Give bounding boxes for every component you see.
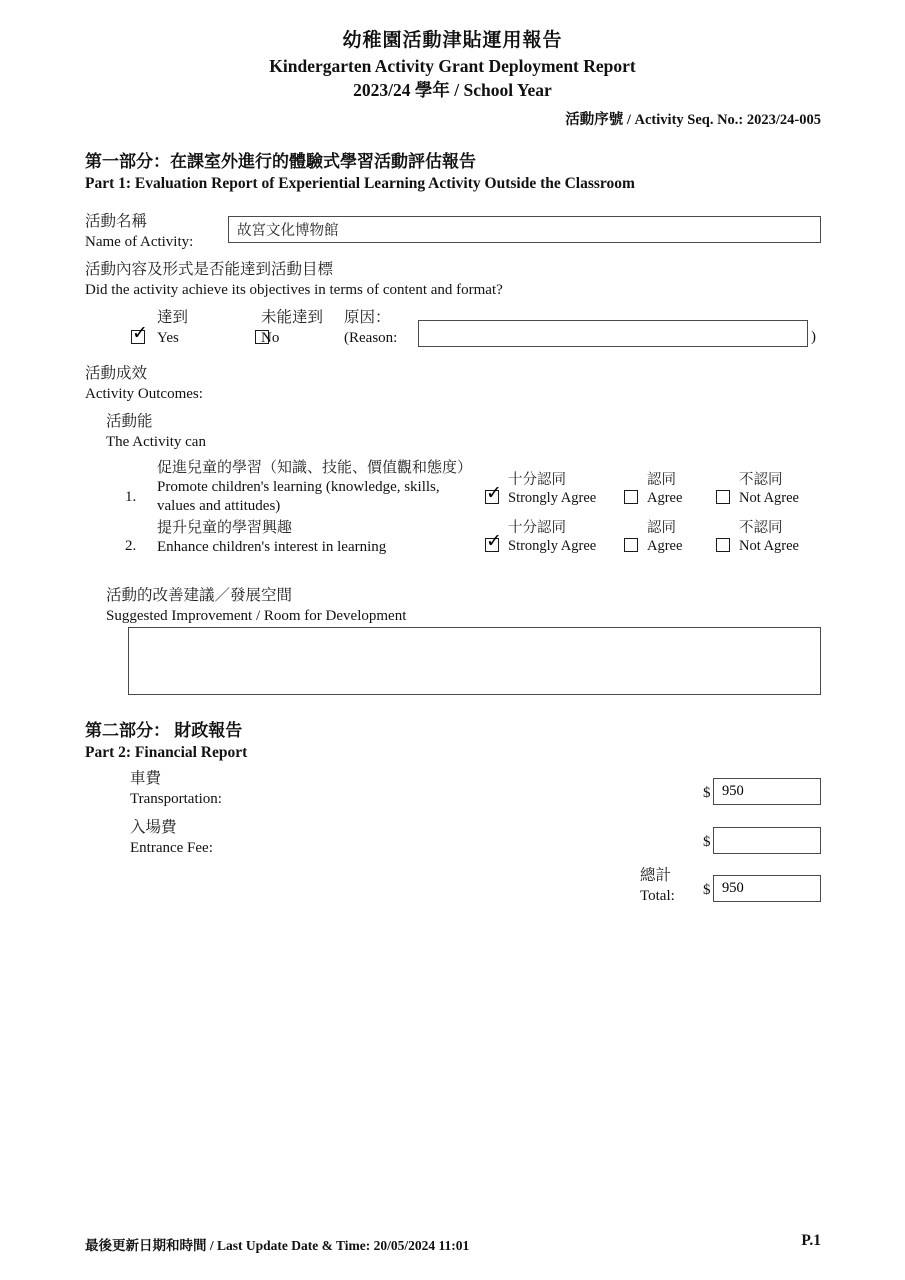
outcomes-label-en: Activity Outcomes: <box>85 386 203 402</box>
yes-checkbox[interactable] <box>131 330 145 344</box>
entrance-fee-label <box>130 818 213 858</box>
outcome-1-strongly-agree-checkbox[interactable] <box>485 490 499 504</box>
transportation-label-en: Transportation: <box>130 791 222 807</box>
strongly-agree-en: Strongly Agree <box>508 538 597 554</box>
outcome-item-1-number: 1. <box>125 489 137 505</box>
outcome-item-2-agreement-row <box>485 519 825 555</box>
outcome-item-1-agreement-row <box>485 471 825 507</box>
improvement-label <box>106 586 406 626</box>
improvement-textarea[interactable] <box>128 627 821 695</box>
document-header <box>0 28 905 102</box>
improvement-label-zh: 活動的改善建議／發展空間 <box>106 587 293 604</box>
strongly-agree-labels <box>508 471 596 507</box>
outcome-item-1-zh: 促進兒童的學習（知識、技能、價值觀和態度） <box>157 460 473 476</box>
activity-name-label-zh: 活動名稱 <box>85 213 148 230</box>
reason-label <box>344 308 397 348</box>
no-label-zh: 未能達到 <box>261 309 324 326</box>
agree-zh: 認同 <box>647 472 676 488</box>
outcome-2-not-agree-option <box>716 519 821 555</box>
entrance-fee-label-en: Entrance Fee: <box>130 840 213 856</box>
objective-question <box>85 260 503 300</box>
reason-label-zh: 原因： <box>344 309 391 326</box>
agree-en: Agree <box>647 538 683 554</box>
outcome-item-2-zh: 提升兒童的學習興趣 <box>157 520 293 536</box>
part2-heading-en: Part 2: Financial Report <box>85 744 248 761</box>
reason-close-paren: ) <box>811 329 816 345</box>
yes-label-zh: 達到 <box>157 309 189 326</box>
transportation-currency: $ <box>703 785 711 801</box>
strongly-agree-zh: 十分認同 <box>508 472 566 488</box>
last-update-text: 最後更新日期和時間 / Last Update Date & Time: 20/05/2024 11:01 <box>85 1238 470 1253</box>
total-input[interactable] <box>713 875 821 902</box>
part2-heading-zh: 第二部分： 財政報告 <box>85 721 243 740</box>
outcome-1-not-agree-option <box>716 471 821 507</box>
total-label <box>640 866 675 906</box>
objective-question-zh: 活動內容及形式是否能達到活動目標 <box>85 261 334 278</box>
entrance-fee-currency: $ <box>703 834 711 850</box>
part1-heading-zh: 第一部分：在課室外進行的體驗式學習活動評估報告 <box>85 152 476 171</box>
not-agree-labels <box>739 471 799 507</box>
strongly-agree-labels <box>508 519 596 555</box>
outcome-1-strongly-agree-option <box>485 471 624 507</box>
yes-label <box>157 308 188 348</box>
not-agree-en: Not Agree <box>739 490 799 506</box>
outcome-2-agree-checkbox[interactable] <box>624 538 638 552</box>
activity-name-input[interactable] <box>228 216 821 243</box>
outcomes-label <box>85 364 203 404</box>
no-label <box>261 308 323 348</box>
activity-can-label <box>106 412 206 452</box>
outcome-item-1-en-line1: Promote children's learning (knowledge, skills, <box>157 479 440 495</box>
outcome-item-1-text <box>157 459 487 516</box>
outcome-item-2-number: 2. <box>125 538 137 554</box>
page-number: P.1 <box>801 1232 821 1249</box>
not-agree-zh: 不認同 <box>739 520 783 536</box>
transportation-label <box>130 769 222 809</box>
entrance-fee-label-zh: 入場費 <box>130 819 177 836</box>
part1-heading <box>85 150 635 194</box>
total-label-zh: 總計 <box>640 867 672 884</box>
agree-labels <box>647 471 682 507</box>
outcome-2-strongly-agree-option <box>485 519 624 555</box>
activity-name-label-en: Name of Activity: <box>85 234 194 250</box>
outcome-1-agree-checkbox[interactable] <box>624 490 638 504</box>
outcome-1-agree-option <box>624 471 716 507</box>
not-agree-zh: 不認同 <box>739 472 783 488</box>
agree-en: Agree <box>647 490 683 506</box>
outcome-2-agree-option <box>624 519 716 555</box>
agree-zh: 認同 <box>647 520 676 536</box>
strongly-agree-zh: 十分認同 <box>508 520 566 536</box>
activity-can-label-en: The Activity can <box>106 434 206 450</box>
outcome-2-strongly-agree-checkbox[interactable] <box>485 538 499 552</box>
title-english: Kindergarten Activity Grant Deployment Report <box>269 56 636 76</box>
activity-name-label <box>85 212 193 252</box>
school-year: 2023/24 學年 / School Year <box>353 80 552 100</box>
outcome-2-not-agree-checkbox[interactable] <box>716 538 730 552</box>
not-agree-en: Not Agree <box>739 538 799 554</box>
yes-label-en: Yes <box>157 330 179 346</box>
entrance-fee-input[interactable] <box>713 827 821 854</box>
no-label-en: No <box>261 330 280 346</box>
activity-can-label-zh: 活動能 <box>106 413 153 430</box>
part2-heading <box>85 719 247 763</box>
total-currency: $ <box>703 882 711 898</box>
improvement-label-en: Suggested Improvement / Room for Development <box>106 608 407 624</box>
outcome-item-2-en-line1: Enhance children's interest in learning <box>157 539 387 555</box>
reason-input[interactable] <box>418 320 808 347</box>
outcomes-label-zh: 活動成效 <box>85 365 148 382</box>
not-agree-labels <box>739 519 799 555</box>
total-label-en: Total: <box>640 888 675 904</box>
title-chinese: 幼稚園活動津貼運用報告 <box>342 30 563 51</box>
transportation-input[interactable] <box>713 778 821 805</box>
outcome-item-2-text <box>157 519 487 557</box>
part1-heading-en: Part 1: Evaluation Report of Experiential Learning Activity Outside the Classroom <box>85 175 635 192</box>
transportation-label-zh: 車費 <box>130 770 162 787</box>
outcome-item-1-en-line2: values and attitudes) <box>157 498 281 514</box>
strongly-agree-en: Strongly Agree <box>508 490 597 506</box>
activity-seq-number: 活動序號 / Activity Seq. No.: 2023/24-005 <box>565 112 821 128</box>
objective-question-en: Did the activity achieve its objectives in terms of content and format? <box>85 282 503 298</box>
reason-label-en: (Reason: <box>344 330 398 346</box>
outcome-1-not-agree-checkbox[interactable] <box>716 490 730 504</box>
agree-labels <box>647 519 682 555</box>
